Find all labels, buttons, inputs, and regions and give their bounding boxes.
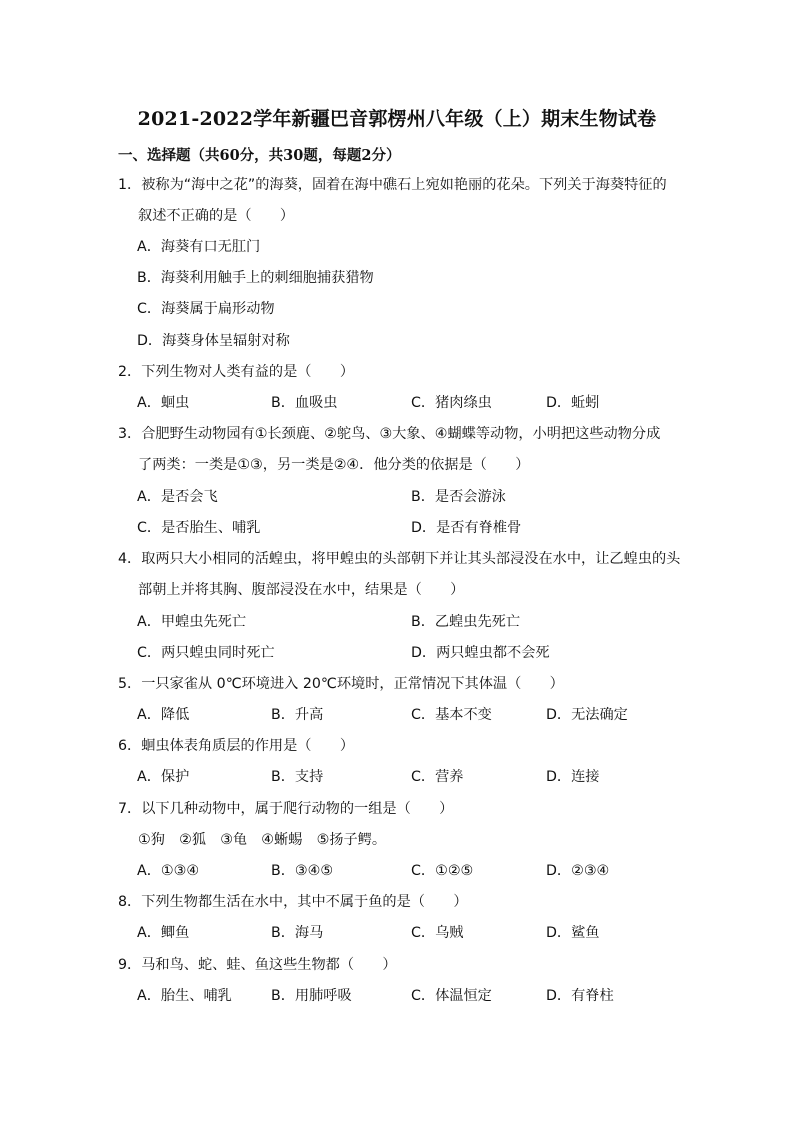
question-4-option-b: B．乙蝗虫先死亡 [411,614,521,630]
question-7-option-d: D．②③④ [546,863,610,879]
question-5-text: 5．一只家雀从 0℃环境进入 20℃环境时，正常情况下其体温（ ） [118,676,564,692]
question-2-option-b: B．血吸虫 [271,395,338,411]
question-8-option-b: B．海马 [271,925,324,941]
question-5-option-d: D．无法确定 [546,707,628,723]
section-heading: 一、选择题（共60分，共30题，每题2分） [118,147,401,164]
question-9-option-a: A．胎生、哺乳 [137,988,232,1004]
question-4-option-c: C．两只蝗虫同时死亡 [137,645,275,661]
question-4-text-cont: 部朝上并将其胸、腹部浸没在水中，结果是（ ） [138,582,465,598]
question-9-text: 9．马和鸟、蛇、蛙、鱼这些生物都（ ） [118,957,397,973]
question-7-option-b: B．③④⑤ [271,863,334,879]
question-3-option-b: B．是否会游泳 [411,489,506,505]
question-9-option-b: B．用肺呼吸 [271,988,352,1004]
question-1-option-b: B．海葵利用触手上的刺细胞捕获猎物 [137,270,374,286]
question-7-option-a: A．①③④ [137,863,200,879]
question-1-text-cont: 叙述不正确的是（ ） [138,208,295,224]
question-4-option-a: A．甲蝗虫先死亡 [137,614,247,630]
question-6-option-c: C．营养 [411,769,464,785]
question-5-option-a: A．降低 [137,707,190,723]
question-1-option-a: A．海葵有口无肛门 [137,239,261,255]
question-2-text: 2．下列生物对人类有益的是（ ） [118,364,355,380]
page-title: 2021-2022学年新疆巴音郭楞州八年级（上）期末生物试卷 [137,108,657,130]
question-3-text: 3．合肥野生动物园有①长颈鹿、②鸵鸟、③大象、④蝴蝶等动物，小明把这些动物分成 [118,426,661,442]
question-2-option-d: D．蚯蚓 [546,395,600,411]
question-8-option-d: D．鲨鱼 [546,925,600,941]
question-6-option-d: D．连接 [546,769,600,785]
question-3-text-cont: 了两类：一类是①③，另一类是②④．他分类的依据是（ ） [138,457,530,473]
question-5-option-c: C．基本不变 [411,707,492,723]
question-8-option-a: A．鲫鱼 [137,925,190,941]
question-2-option-c: C．猪肉绦虫 [411,395,492,411]
question-3-option-d: D．是否有脊椎骨 [411,520,522,536]
question-6-option-b: B．支持 [271,769,324,785]
question-9-option-c: C．体温恒定 [411,988,492,1004]
question-6-text: 6．蛔虫体表角质层的作用是（ ） [118,738,355,754]
question-7-option-c: C．①②⑤ [411,863,474,879]
question-1-text: 1．被称为“海中之花”的海葵，固着在海中礁石上宛如艳丽的花朵。下列关于海葵特征的 [118,177,667,193]
question-9-option-d: D．有脊柱 [546,988,614,1004]
question-7-text: 7．以下几种动物中，属于爬行动物的一组是（ ） [118,801,454,817]
question-3-option-c: C．是否胎生、哺乳 [137,520,261,536]
question-6-option-a: A．保护 [137,769,190,785]
question-7-text-cont: ①狗 ②狐 ③龟 ④蜥蜴 ⑤扬子鳄。 [138,832,387,848]
question-3-option-a: A．是否会飞 [137,489,218,505]
question-1-option-c: C．海葵属于扁形动物 [137,301,275,317]
question-2-option-a: A．蛔虫 [137,395,190,411]
question-8-option-c: C．乌贼 [411,925,464,941]
question-5-option-b: B．升高 [271,707,324,723]
question-1-option-d: D．海葵身体呈辐射对称 [137,333,290,349]
question-8-text: 8．下列生物都生活在水中，其中不属于鱼的是（ ） [118,894,468,910]
question-4-option-d: D．两只蝗虫都不会死 [411,645,550,661]
question-4-text: 4．取两只大小相同的活蝗虫，将甲蝗虫的头部朝下并让其头部浸没在水中，让乙蝗虫的头 [118,551,681,567]
